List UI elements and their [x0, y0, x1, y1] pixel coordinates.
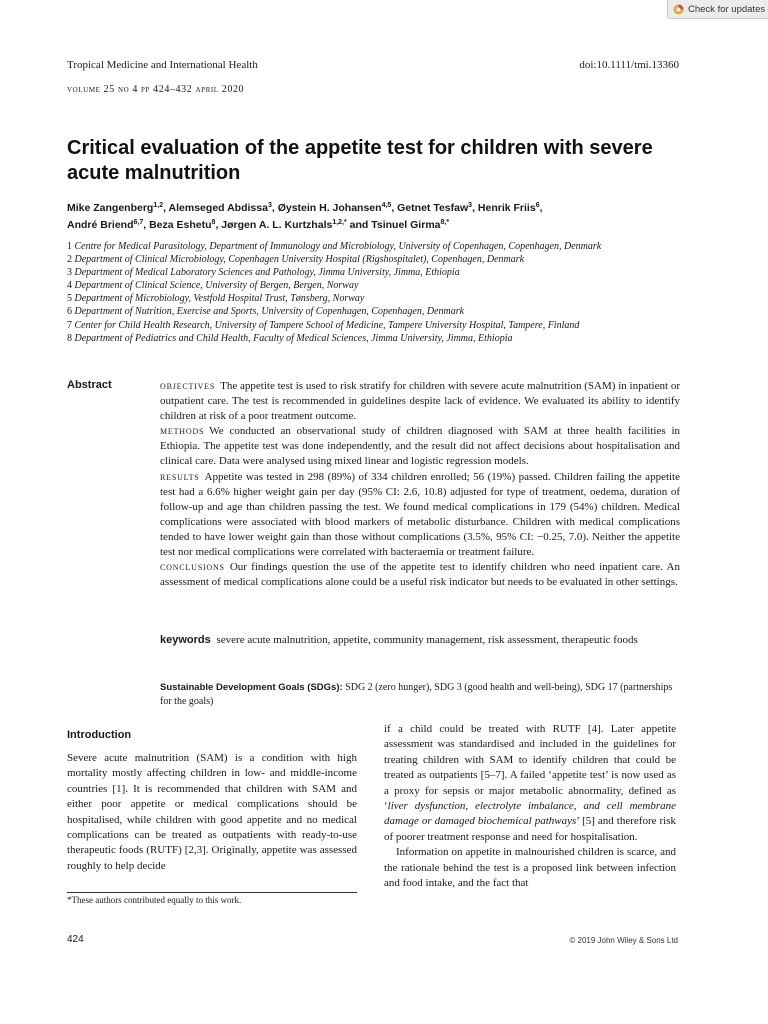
abstract-label: Abstract [67, 379, 112, 391]
keywords-label: keywords [160, 634, 211, 646]
author-name: Beza Eshetu [149, 219, 212, 231]
abstract-objectives [160, 379, 680, 424]
abstract-results [160, 470, 680, 561]
author-affiliation-marker: 3 [267, 202, 272, 209]
affiliation-text: Center for Child Health Research, University of Tampere School of Medicine, Tampere University Hospital, Tampere, Finland [74, 319, 580, 331]
affiliation-number: 6 [67, 306, 72, 318]
affiliation-item [67, 332, 707, 345]
affiliation-item [67, 279, 707, 292]
author-affiliation-marker: 8,* [440, 219, 450, 226]
affiliation-item [67, 292, 707, 305]
author-name: Henrik Friis [477, 202, 536, 214]
author-name: André Briend [67, 219, 134, 231]
section-text: Our findings question the use of the appetite test to identify children who need inpatient care. An assessment of medical complications alone could be a useful risk indicator but needs to be evaluated in other settings. [160, 561, 680, 589]
article-title: Critical evaluation of the appetite test for children with severe acute malnutrition [67, 137, 653, 184]
section-text: Appetite was tested in 298 (89%) of 334 children enrolled; 56 (19%) passed. Children failing the appetite test had a 6.6% higher weight gain per day (95% CI: 2.6, 10.8) adjusted for type of treatment, oedema, duration of follow-up and age than children passing the test. We found medical complications in 179 (54%) children. Medical complications were associated with blood markers of metabolic disturbance. Children with medical complications tended to have lower weight gain than those without complications (3.5%, 95% CI: −0.25, 7.0). Neither the appetite test nor medical complications were correlated with bacteraemia or treatment failure. [160, 470, 680, 559]
author-separator: , [391, 202, 398, 214]
sdg-label: Sustainable Development Goals (SDGs): [160, 682, 343, 693]
affiliation-text: Department of Clinical Microbiology, Copenhagen University Hospital (Rigshospitalet), Copenhagen, Denmark [74, 254, 525, 266]
body-column-left [67, 751, 357, 874]
affiliation-number: 3 [67, 267, 72, 279]
affiliation-list [67, 240, 707, 345]
author-name: Jørgen A. L. Kurtzhals [221, 219, 333, 231]
affiliation-number: 5 [67, 293, 72, 305]
section-text: We conducted an observational study of children diagnosed with SAM at three health facilities in Ethiopia. The appetite test was done independently, and the result did not affect decisions about hospitalisation and clinical care. Data were analysed using mixed linear and logistic regression models. [160, 425, 680, 468]
introduction-heading: Introduction [67, 729, 132, 741]
sdg-line [160, 681, 680, 708]
author-separator: , [215, 219, 222, 231]
author-affiliation-marker: 1,2 [153, 202, 164, 209]
intro-paragraph [384, 722, 676, 845]
affiliation-number: 8 [67, 332, 72, 344]
section-heading: methods [160, 425, 205, 438]
section-heading: results [160, 470, 200, 483]
copyright-notice: © 2019 John Wiley & Sons Ltd [569, 936, 678, 945]
intro-paragraph: Information on appetite in malnourished children is scarce, and the rationale behind the test is a proposed link between infection and food intake, and the fact that [384, 846, 676, 890]
author-affiliation-marker: 4,5 [381, 202, 392, 209]
footnote: *These authors contributed equally to this work. [67, 895, 242, 905]
affiliation-item [67, 319, 707, 332]
author-separator: , [472, 202, 478, 214]
affiliation-text: Department of Clinical Science, University of Bergen, Bergen, Norway [74, 280, 359, 292]
check-for-updates-label: Check for updates [688, 3, 766, 15]
author-affiliation-marker: 3 [468, 202, 473, 209]
author-affiliation-marker: 6 [535, 202, 540, 209]
affiliation-number: 4 [67, 280, 72, 292]
keywords [160, 633, 680, 648]
check-for-updates-button[interactable] [667, 0, 768, 19]
volume-line: volume 25 no 4 pp 424–432 april 2020 [67, 84, 245, 95]
author-name: Mike Zangenberg [67, 202, 154, 214]
affiliation-item [67, 305, 707, 318]
author-affiliation-marker: 8 [211, 219, 216, 226]
keywords-text: severe acute malnutrition, appetite, community management, risk assessment, therapeutic foods [216, 634, 638, 646]
intro-paragraph: Severe acute malnutrition (SAM) is a condition with high mortality mostly affecting children in low- and middle-income countries [1]. It is recommended that children with SAM and either poor appetite or medical complications should be hospitalised, while children with good appetite and no medical complications can be treated as outpatients with ready-to-use therapeutic foods (RUTF) [2,3]. Originally, appetite was assessed roughly to help decide [67, 752, 357, 872]
author-name: Øystein H. Johansen [277, 202, 382, 214]
author-affiliation-marker: 6,7 [133, 219, 144, 226]
affiliation-text: Department of Nutrition, Exercise and Sports, University of Copenhagen, Copenhagen, Denmark [74, 306, 465, 318]
doi-link[interactable]: doi:10.1111/tmi.13360 [579, 59, 679, 71]
quoted-definition: liver dysfunction, electrolyte imbalance, and cell membrane damage or damaged biochemical pathways [384, 800, 676, 828]
crossmark-icon [673, 4, 684, 15]
author-affiliation-marker: 1,2,* [332, 219, 347, 226]
affiliation-number: 2 [67, 254, 72, 266]
affiliation-number: 7 [67, 319, 72, 331]
affiliation-text: Department of Pediatrics and Child Health, Faculty of Medical Sciences, Jimma University, Jimma, Ethiopia [74, 332, 513, 344]
section-text: The appetite test is used to risk stratify for children with severe acute malnutrition (SAM) in inpatient or outpatient care. The test is recommended in guidelines despite lack of evidence. We evaluated its ability to identify children at risk of a poor treatment outcome. [160, 380, 680, 423]
abstract-body [160, 379, 680, 590]
affiliation-item [67, 266, 707, 279]
paragraph-text: if a child could be treated with RUTF [4]. Later appetite assessment was standardised and included in the guidelines for treating children with SAM to identify children that could be treated as outpatients [5–7]. A failed ‘appetite test’ is now used as a proxy for sepsis or major metabolic abnormality, defined as ‘ [384, 723, 676, 813]
section-heading: objectives [160, 380, 216, 392]
affiliation-text: Department of Medical Laboratory Sciences and Pathology, Jimma University, Jimma, Ethiopia [74, 267, 460, 279]
body-column-right [384, 722, 676, 891]
author-separator: and [346, 219, 372, 231]
journal-name: Tropical Medicine and International Health [67, 59, 258, 71]
section-heading: conclusions [160, 561, 225, 574]
author-separator: , [143, 219, 150, 231]
author-separator: , [163, 202, 169, 214]
affiliation-text: Centre for Medical Parasitology, Department of Immunology and Microbiology, University of Copenhagen, Copenhagen, Denmark [74, 241, 602, 252]
affiliation-number: 1 [67, 241, 72, 252]
affiliation-item [67, 253, 707, 266]
author-name: Getnet Tesfaw [397, 202, 469, 214]
abstract-methods [160, 424, 680, 469]
author-name: Alemseged Abdissa [168, 202, 268, 214]
author-list [67, 200, 707, 234]
author-name: Tsinuel Girma [371, 219, 441, 231]
page-number: 424 [67, 934, 84, 945]
affiliation-item [67, 240, 707, 253]
abstract-conclusions [160, 560, 680, 590]
footnote-divider [67, 892, 357, 893]
sdg-text: SDG 2 (zero hunger), SDG 3 (good health and well-being), SDG 17 (partnerships for the goals) [160, 682, 673, 707]
affiliation-text: Department of Microbiology, Vestfold Hospital Trust, Tønsberg, Norway [74, 293, 365, 305]
author-separator: , [271, 202, 278, 214]
paragraph-text: ’ [5] and therefore risk of poorer treatment response and need for hospitalisation. [384, 815, 676, 843]
author-separator: , [539, 202, 543, 214]
